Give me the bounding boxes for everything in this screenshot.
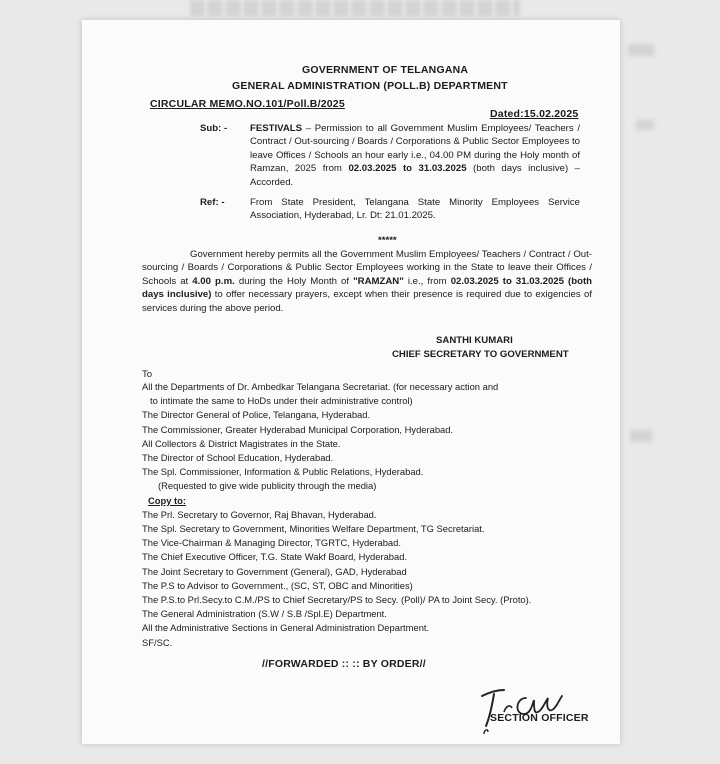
copy-item: The P.S to Advisor to Government., (SC, ST, OBC and Minorities) [142,579,413,591]
body-text-part: i.e., from [403,275,451,287]
forwarded-by-order: //FORWARDED :: :: BY ORDER// [262,658,426,670]
memo-date: Dated:15.02.2025 [490,108,579,120]
recipient-item: The Commissioner, Greater Hyderabad Municipal Corporation, Hyderabad. [142,423,454,435]
bleed-through-text [190,0,520,16]
to-label: To [142,369,153,380]
recipient-item: All Collectors & District Magistrates in the State. [142,437,341,449]
recipient-item: to intimate the same to HoDs under their administrative control) [150,395,413,407]
body-month: "RAMZAN" [353,275,404,287]
recipient-item: The Spl. Commissioner, Information & Public Relations, Hyderabad. [142,466,424,478]
edge-smudge [630,430,652,442]
body-time: 4.00 p.m. [192,275,235,287]
separator: ***** [378,235,397,246]
distribution-list [142,380,531,650]
copy-item: All the Administrative Sections in General Administration Department. [142,622,430,634]
copy-item: The Spl. Secretary to Government, Minorities Welfare Department, TG Secretariat. [142,523,485,535]
edge-smudge [628,44,654,56]
copy-item: The Joint Secretary to Government (General), GAD, Hyderabad [142,565,407,577]
header-department: GENERAL ADMINISTRATION (POLL.B) DEPARTMENT [232,80,508,92]
body-text-part: Government hereby permits all the Government Muslim Employees/ Teachers / Contract / Out-sourcing / Boards / Corporations & Public Sector Employees working in the State to leave their Offices / Schools at [142,249,592,287]
subject-text-part: (both days inclusive) – Accorded. [250,163,580,188]
copy-to-label: Copy to: [148,494,187,506]
subject-text [250,122,580,189]
header-government: GOVERNMENT OF TELANGANA [302,64,469,76]
body-dates: 02.03.2025 to 31.03.2025 (both days inclusive) [142,275,592,301]
copy-item: The P.S.to Prl.Secy.to C.M./PS to Chief Secretary/PS to Secy. (Poll)/ PA to Joint Secy. (Proto). [142,594,532,606]
edge-smudge [636,120,654,130]
copy-item: SF/SC. [142,636,173,648]
body-text-part: to offer necessary prayers, except when their presence is required due to exigencies of services during the above period. [142,289,592,314]
recipient-item: The Director General of Police, Telangana, Hyderabad. [142,409,371,421]
recipient-item: (Requested to give wide publicity through the media) [158,480,377,492]
body-text-part: during the Holy Month of [234,275,354,287]
subject-label: Sub: - [200,123,228,134]
subject-date-range: 02.03.2025 to 31.03.2025 [348,163,467,175]
section-officer: SECTION OFFICER [490,712,589,724]
signatory-title: CHIEF SECRETARY TO GOVERNMENT [392,349,569,360]
signature-image [472,676,582,736]
body-paragraph [142,248,592,315]
recipient-item: All the Departments of Dr. Ambedkar Telangana Secretariat. (for necessary action and [142,381,499,392]
recipient-item: The Director of School Education, Hyderabad. [142,452,334,464]
signatory-name: SANTHI KUMARI [436,335,513,346]
copy-item: The General Administration (S.W / S.B /Spl.E) Department. [142,608,387,620]
copy-item: The Chief Executive Officer, T.G. State Wakf Board, Hyderabad. [142,551,408,563]
reference-label: Ref: - [200,197,225,208]
copy-item: The Vice-Chairman & Managing Director, TGRTC, Hyderabad. [142,537,401,549]
copy-item: The Prl. Secretary to Governor, Raj Bhavan, Hyderabad. [142,508,377,520]
subject-text-part: – Permission to all Government Muslim Employees/ Teachers / Contract / Out-sourcing / Boards / Corporations & Public Sector Employees to leave Offices / Schools an hour early i.e., 04.00 PM during the Holy month of Ramzan, 2025 from [250,123,580,175]
document-page [82,20,620,744]
subject-keyword: FESTIVALS [250,123,303,134]
reference-text: From State President, Telangana State Minority Employees Service Association, Hyderabad, Lr. Dt: 21.01.2025. [250,197,580,222]
memo-number: CIRCULAR MEMO.NO.101/Poll.B/2025 [150,98,345,110]
